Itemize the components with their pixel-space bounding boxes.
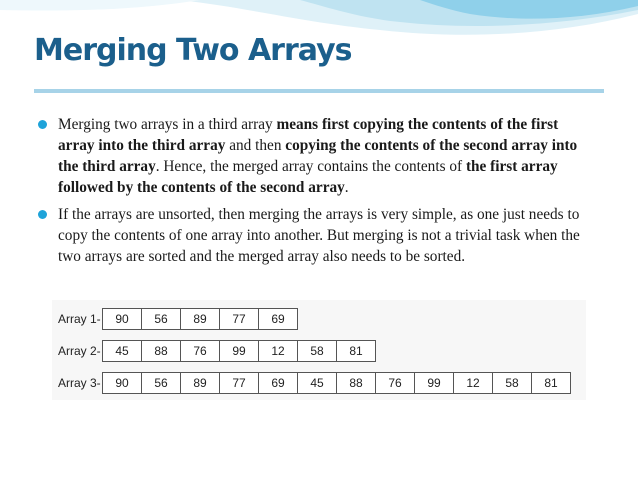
bullet-item xyxy=(38,114,598,198)
bullet-dot-icon xyxy=(38,210,47,219)
array-cell: 56 xyxy=(141,372,181,394)
array-cell: 88 xyxy=(141,340,181,362)
array-label: Array 2- xyxy=(58,344,101,358)
bullet-text: . xyxy=(344,179,349,196)
array-cell: 99 xyxy=(219,340,259,362)
array-row-1 xyxy=(52,308,298,330)
array-cell: 58 xyxy=(297,340,337,362)
array-cell: 99 xyxy=(414,372,454,394)
array-cell: 81 xyxy=(531,372,571,394)
array-cell: 90 xyxy=(102,308,142,330)
bullet-bold-text: the first array followed by the contents of the second array xyxy=(58,158,558,196)
array-row-2 xyxy=(52,340,376,362)
bullet-text: If the arrays are unsorted, then merging the arrays is very simple, as one just needs to copy the contents of one array into another. But merging is not a trivial task when the two arrays are sorted and the merged array also needs to be sorted. xyxy=(58,206,580,265)
array-cell: 12 xyxy=(453,372,493,394)
array-cell: 69 xyxy=(258,372,298,394)
array-row-3 xyxy=(52,372,571,394)
bullet-dot-icon xyxy=(38,120,47,129)
array-cell: 69 xyxy=(258,308,298,330)
array-illustration xyxy=(52,300,586,400)
array-cell: 76 xyxy=(180,340,220,362)
array-cell: 45 xyxy=(297,372,337,394)
title-underline-rule xyxy=(34,89,604,93)
array-cell: 12 xyxy=(258,340,298,362)
bullet-item xyxy=(38,204,598,267)
array-cell: 77 xyxy=(219,372,259,394)
array-cell: 90 xyxy=(102,372,142,394)
array-cell: 56 xyxy=(141,308,181,330)
bullet-text: Merging two arrays in a third array xyxy=(58,116,277,133)
bullet-text: and then xyxy=(225,137,286,154)
array-cell: 81 xyxy=(336,340,376,362)
array-cell: 45 xyxy=(102,340,142,362)
slide-title: Merging Two Arrays xyxy=(34,33,352,68)
array-cell: 89 xyxy=(180,372,220,394)
bullet-list xyxy=(38,114,598,267)
array-cell: 58 xyxy=(492,372,532,394)
array-cell: 77 xyxy=(219,308,259,330)
array-label: Array 1- xyxy=(58,312,101,326)
array-cell: 88 xyxy=(336,372,376,394)
array-cell: 76 xyxy=(375,372,415,394)
array-label: Array 3- xyxy=(58,376,101,390)
bullet-bold-text: copying the contents of the second array into the third array xyxy=(58,137,578,175)
bullet-bold-text: means first copying the contents of the first array into the third array xyxy=(58,116,559,154)
array-cell: 89 xyxy=(180,308,220,330)
bullet-text: . Hence, the merged array contains the contents of xyxy=(155,158,466,175)
